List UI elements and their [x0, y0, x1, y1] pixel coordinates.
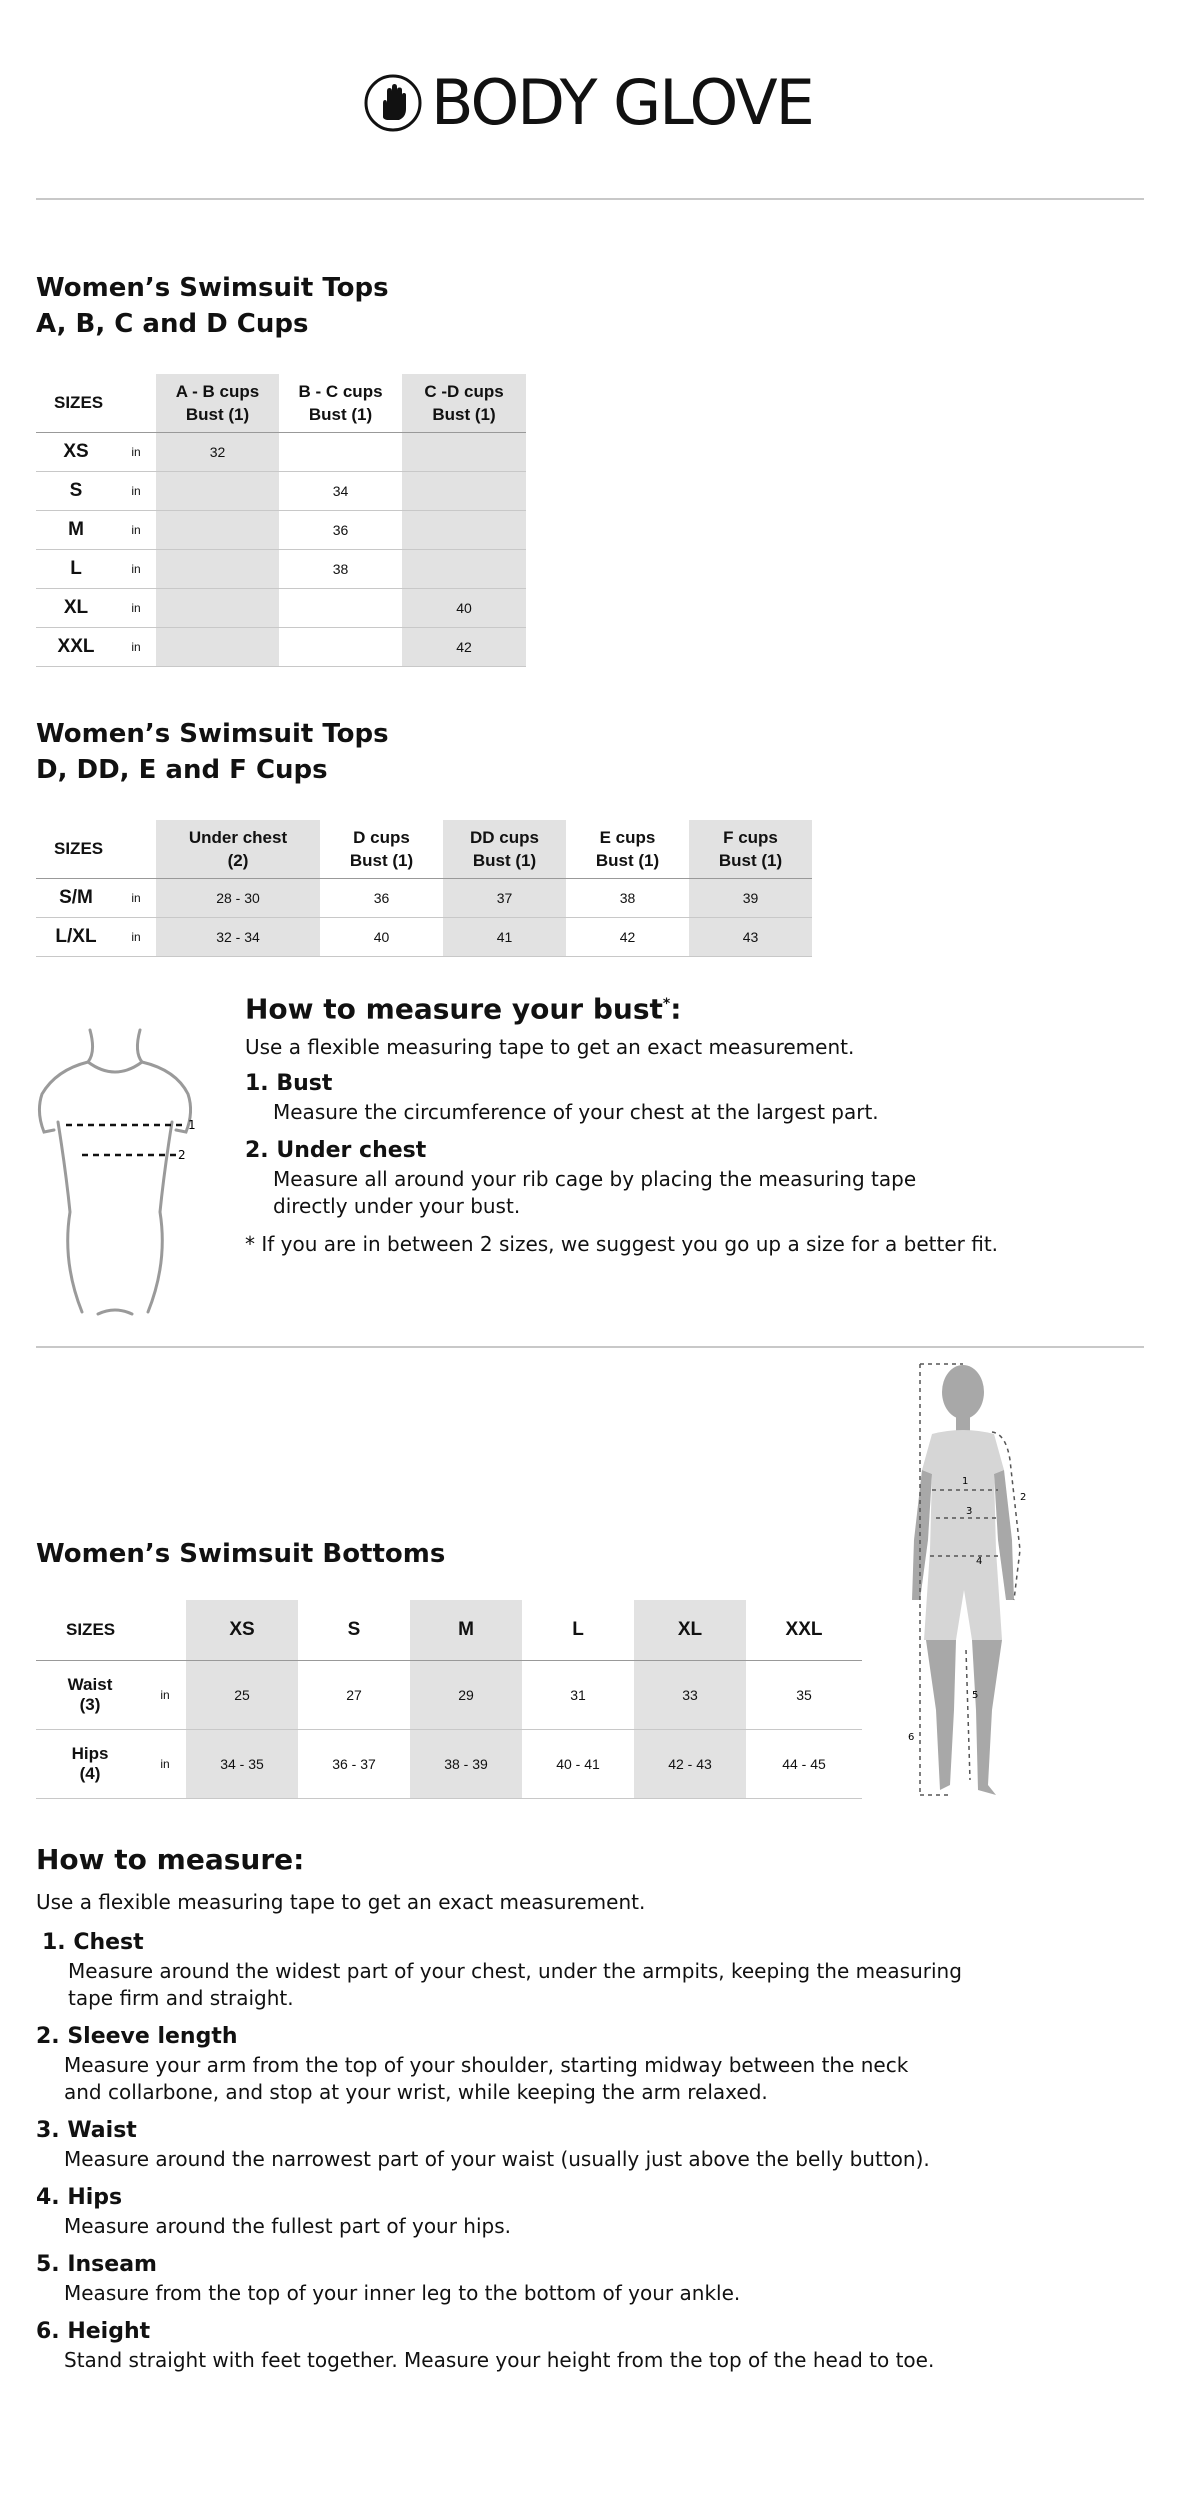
- size-label: L/XL: [36, 917, 116, 956]
- measure-item-title: 3. Waist: [36, 2118, 137, 2143]
- measure-item-desc: and collarbone, and stop at your wrist, while keeping the arm relaxed.: [64, 2080, 768, 2104]
- size-label: XXL: [36, 627, 116, 666]
- cell: 34: [279, 471, 402, 510]
- column-header: D cups Bust (1): [320, 820, 443, 878]
- row-label: Hips (4): [36, 1729, 144, 1798]
- divider: [36, 1346, 1144, 1348]
- size-label: XS: [36, 432, 116, 471]
- row-label: Waist (3): [36, 1660, 144, 1729]
- section-title: [36, 716, 389, 788]
- cell: 38: [279, 549, 402, 588]
- cell: 35: [746, 1660, 862, 1729]
- cell: [279, 432, 402, 471]
- brand-name: BODY GLOVE: [431, 66, 813, 139]
- cell: [402, 432, 526, 471]
- bust-item-desc: directly under your bust.: [273, 1194, 521, 1219]
- cell: 43: [689, 917, 812, 956]
- figure-label: 6: [908, 1732, 915, 1743]
- measure-item-desc: tape firm and straight.: [68, 1986, 294, 2010]
- measure-item-title: 5. Inseam: [36, 2252, 157, 2277]
- bust-figure-illustration: [36, 1022, 216, 1317]
- column-header: A - B cups Bust (1): [156, 374, 279, 432]
- measure-item-desc: Measure around the narrowest part of your waist (usually just above the belly button).: [64, 2147, 930, 2171]
- cell: 25: [186, 1660, 298, 1729]
- tops-abcd-size-table: [36, 374, 526, 667]
- body-figure-illustration: [880, 1350, 1040, 1810]
- unit-label: in: [116, 471, 156, 510]
- cell: 42 - 43: [634, 1729, 746, 1798]
- column-header: M: [410, 1600, 522, 1660]
- measure-item-desc: Measure from the top of your inner leg to the bottom of your ankle.: [64, 2281, 741, 2305]
- unit-label: in: [116, 627, 156, 666]
- cell: 34 - 35: [186, 1729, 298, 1798]
- bust-item-desc: Measure all around your rib cage by placing the measuring tape: [273, 1167, 917, 1192]
- figure-label: 4: [976, 1556, 983, 1567]
- size-label: M: [36, 510, 116, 549]
- figure-label: 2: [178, 1148, 186, 1162]
- table-header-row: [36, 374, 526, 432]
- title-line-1: Women’s Swimsuit Tops: [36, 719, 389, 749]
- column-header: XS: [186, 1600, 298, 1660]
- bust-guide-intro: Use a flexible measuring tape to get an exact measurement.: [245, 1035, 855, 1060]
- cell: 38: [566, 878, 689, 917]
- table-row: [36, 1660, 862, 1729]
- cell: 29: [410, 1660, 522, 1729]
- cell: [402, 549, 526, 588]
- cell: 40: [402, 588, 526, 627]
- unit-label: in: [116, 510, 156, 549]
- cell: 41: [443, 917, 566, 956]
- table-row: [36, 432, 526, 471]
- column-header: S: [298, 1600, 410, 1660]
- figure-label: 1: [962, 1476, 969, 1487]
- cell: 36 - 37: [298, 1729, 410, 1798]
- table-row: [36, 878, 812, 917]
- figure-label: 1: [188, 1118, 196, 1132]
- column-header: F cups Bust (1): [689, 820, 812, 878]
- cell: 42: [402, 627, 526, 666]
- cell: 36: [320, 878, 443, 917]
- figure-label: 5: [972, 1690, 979, 1701]
- cell: 40: [320, 917, 443, 956]
- unit-label: in: [116, 432, 156, 471]
- cell: [279, 627, 402, 666]
- cell: 38 - 39: [410, 1729, 522, 1798]
- table-header-row: [36, 1600, 862, 1660]
- figure-label: 2: [1020, 1492, 1027, 1503]
- cell: [402, 510, 526, 549]
- table-row: [36, 549, 526, 588]
- bust-item-desc: Measure the circumference of your chest at the largest part.: [273, 1100, 879, 1125]
- measure-item-desc: Measure around the widest part of your chest, under the armpits, keeping the measuring: [68, 1959, 962, 1983]
- sizes-label: SIZES: [36, 820, 116, 878]
- unit-label: in: [116, 588, 156, 627]
- size-label: L: [36, 549, 116, 588]
- cell: 32: [156, 432, 279, 471]
- measure-item-title: 6. Height: [36, 2319, 151, 2344]
- title-line-1: Women’s Swimsuit Tops: [36, 273, 389, 303]
- section-title: Women’s Swimsuit Bottoms: [36, 1539, 446, 1569]
- measure-item-desc: Measure your arm from the top of your shoulder, starting midway between the neck: [64, 2053, 909, 2077]
- cell: 37: [443, 878, 566, 917]
- sizes-label: SIZES: [36, 1600, 144, 1660]
- divider: [36, 198, 1144, 200]
- measure-item-title: 4. Hips: [36, 2185, 123, 2210]
- table-row: [36, 588, 526, 627]
- measure-item-desc: Stand straight with feet together. Measure your height from the top of the head to toe.: [64, 2348, 935, 2372]
- brand-logo: [363, 68, 813, 138]
- section-title: [36, 270, 389, 342]
- bust-guide-title: How to measure your bust*:: [245, 992, 682, 1026]
- table-row: [36, 1729, 862, 1798]
- measure-guide-title: How to measure:: [36, 1843, 305, 1876]
- table-row: [36, 471, 526, 510]
- size-label: S: [36, 471, 116, 510]
- cell: 40 - 41: [522, 1729, 634, 1798]
- size-note: * If you are in between 2 sizes, we suggest you go up a size for a better fit.: [245, 1232, 999, 1257]
- cell: [402, 471, 526, 510]
- cell: 44 - 45: [746, 1729, 862, 1798]
- column-header: C -D cups Bust (1): [402, 374, 526, 432]
- column-header: E cups Bust (1): [566, 820, 689, 878]
- cell: 42: [566, 917, 689, 956]
- column-header: L: [522, 1600, 634, 1660]
- cell: 28 - 30: [156, 878, 320, 917]
- title-line-2: D, DD, E and F Cups: [36, 755, 328, 785]
- bottoms-size-table: [36, 1600, 862, 1799]
- column-header: XL: [634, 1600, 746, 1660]
- cell: [156, 627, 279, 666]
- measure-item-title: 2. Sleeve length: [36, 2024, 238, 2049]
- title-line-2: A, B, C and D Cups: [36, 309, 309, 339]
- bust-item-title: 1. Bust: [245, 1071, 333, 1097]
- size-label: S/M: [36, 878, 116, 917]
- table-header-row: [36, 820, 812, 878]
- cell: [156, 471, 279, 510]
- hand-in-circle-icon: [363, 73, 423, 133]
- cell: 27: [298, 1660, 410, 1729]
- column-header: B - C cups Bust (1): [279, 374, 402, 432]
- column-header: DD cups Bust (1): [443, 820, 566, 878]
- table-row: [36, 917, 812, 956]
- column-header: XXL: [746, 1600, 862, 1660]
- bust-item-title: 2. Under chest: [245, 1138, 427, 1164]
- cell: [156, 588, 279, 627]
- tops-def-size-table: [36, 820, 812, 957]
- measure-item-desc: Measure around the fullest part of your hips.: [64, 2214, 512, 2238]
- measure-guide: [36, 1842, 1144, 2374]
- figure-label: 3: [966, 1506, 973, 1517]
- unit-label: in: [116, 917, 156, 956]
- sizes-label: SIZES: [36, 374, 116, 432]
- column-header: Under chest (2): [156, 820, 320, 878]
- measure-guide-intro: Use a flexible measuring tape to get an exact measurement.: [36, 1890, 646, 1914]
- unit-label: in: [116, 549, 156, 588]
- cell: 33: [634, 1660, 746, 1729]
- cell: [156, 510, 279, 549]
- unit-label: in: [144, 1729, 186, 1798]
- size-label: XL: [36, 588, 116, 627]
- table-row: [36, 627, 526, 666]
- cell: [279, 588, 402, 627]
- unit-label: in: [144, 1660, 186, 1729]
- unit-label: in: [116, 878, 156, 917]
- table-row: [36, 510, 526, 549]
- cell: 32 - 34: [156, 917, 320, 956]
- bust-guide: [245, 986, 1105, 1258]
- cell: 31: [522, 1660, 634, 1729]
- cell: 36: [279, 510, 402, 549]
- cell: 39: [689, 878, 812, 917]
- measure-item-title: 1. Chest: [42, 1930, 144, 1955]
- cell: [156, 549, 279, 588]
